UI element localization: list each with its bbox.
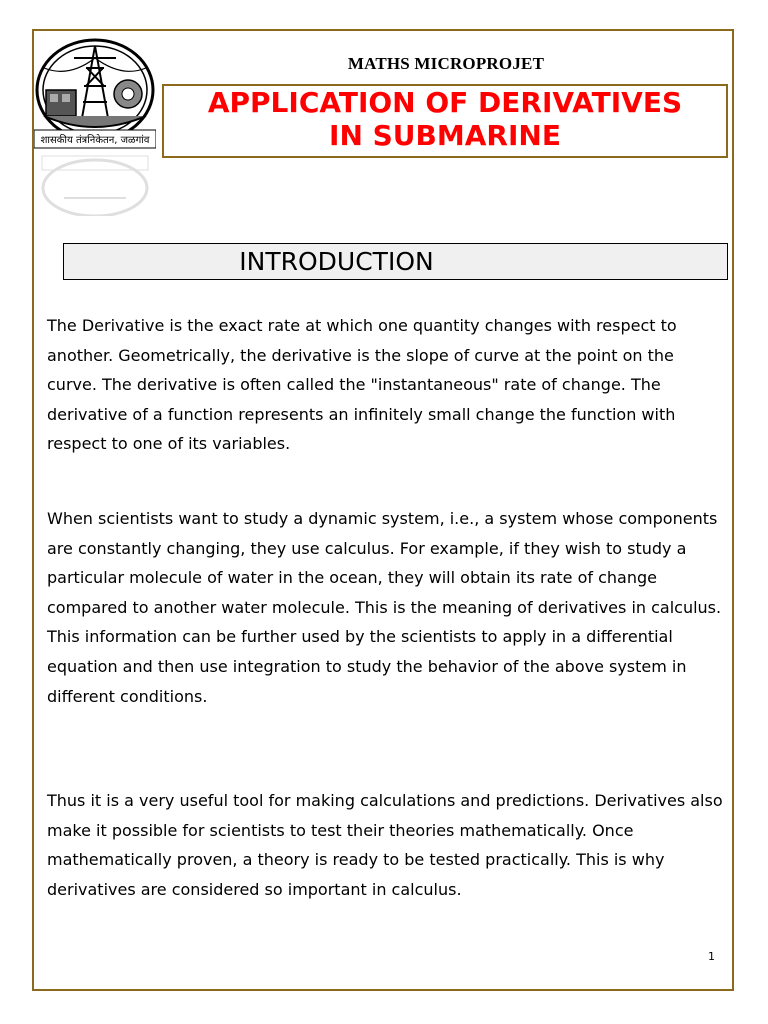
paragraph-2: When scientists want to study a dynamic system, i.e., a system whose components are constantly changing, they use calculus. For example, if they wish to study a particular molecule of water in the ocean, they will obtain its rate of change compared to another water molecule. This is the meaning of derivatives in calculus. This information can be further used by the scientists to apply in a differential equation and then use integration to study the behavior of the above system in different conditions. [47,509,722,706]
page-number: 1 [708,950,715,963]
title-line-1: APPLICATION OF DERIVATIVES [207,86,683,119]
paragraph-3: Thus it is a very useful tool for making calculations and predictions. Derivatives also make it possible for scientists to test their theories mathematically. Once mathematically proven, a theory is ready to be tested practically. This is why derivatives are considered so important in calculus. [47,791,723,899]
project-label: MATHS MICROPROJET [347,54,545,73]
section-heading: INTRODUCTION [239,247,434,276]
college-emblem-logo [34,38,156,216]
logo-caption: शासकीय तंत्रनिकेतन, जळगांव [40,135,150,146]
paragraph-1: The Derivative is the exact rate at which one quantity changes with respect to another. Geometrically, the derivative is the slope of curve at the point on the curve. The derivative is often called the "instantaneous" rate of change. The derivative of a function represents an infinitely small change the function with respect to one of its variables. [47,316,677,454]
title-line-2: IN SUBMARINE [329,119,561,152]
